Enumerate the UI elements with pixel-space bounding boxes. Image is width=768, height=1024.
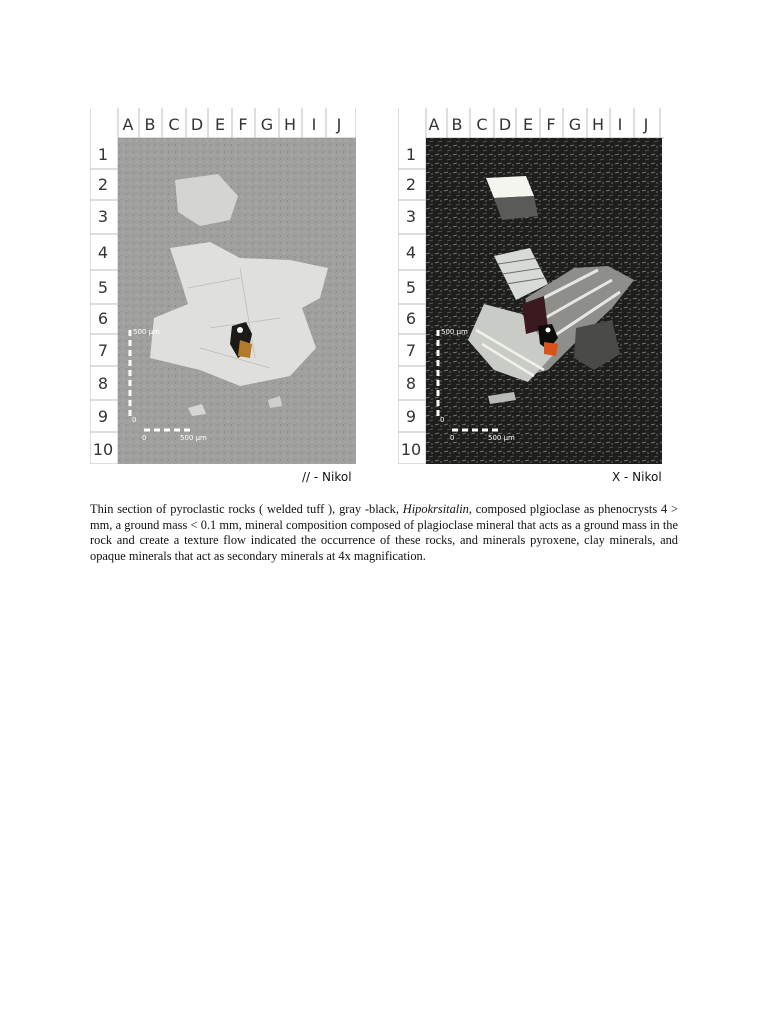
col-label: J [643,115,649,134]
ppl-grid [90,108,356,464]
row-label: 8 [97,374,109,393]
col-label: B [144,115,156,134]
xpl-micrograph [426,138,662,464]
row-label: 4 [97,243,109,262]
column-labels [429,115,649,134]
xpl-caption: X - Nikol [612,470,662,484]
scale-label-top: 500 µm [133,328,160,336]
scale-label-corner: 0 [132,416,137,424]
scale-label-end: 500 µm [180,434,207,442]
col-label: G [568,115,582,134]
row-label: 7 [405,341,417,360]
col-label: F [546,115,556,134]
row-label: 9 [405,407,417,426]
col-label: F [238,115,248,134]
col-label: C [476,115,488,134]
col-label: B [451,115,463,134]
description-part-2: , composed plgioclase as phenocrysts 4 > mm, a ground mass < 0.1 mm, mineral composition composed of plagioclase mineral that acts as a ground mass in the rock and create a texture flow indicated the occurrence of these rocks, and minerals pyroxene, clay minerals, and opaque minerals that act as secondary minerals at 4x magnification. [90,502,678,563]
row-label: 9 [97,407,109,426]
row-labels [93,145,113,459]
col-label: J [336,115,342,134]
col-label: E [522,115,534,134]
row-label: 1 [97,145,109,164]
xpl-grid [398,108,664,464]
row-label: 10 [92,440,114,459]
ppl-caption: // - Nikol [302,470,352,484]
scale-label-start: 0 [142,434,147,442]
row-label: 3 [405,207,417,226]
row-label: 10 [400,440,422,459]
scale-label-start: 0 [450,434,455,442]
row-label: 6 [405,309,417,328]
col-label: H [591,115,605,134]
row-label: 2 [97,175,109,194]
row-label: 6 [97,309,109,328]
row-label: 8 [405,374,417,393]
col-label: I [311,115,317,134]
scale-label-end: 500 µm [488,434,515,442]
scale-label-top: 500 µm [441,328,468,336]
description-italic-term: Hipokrsitalin [402,502,469,516]
thin-section-ppl-panel [90,108,356,464]
scale-label-corner: 0 [440,416,445,424]
col-label: I [617,115,623,134]
col-label: H [283,115,297,134]
row-label: 7 [97,341,109,360]
row-label: 4 [405,243,417,262]
row-label: 5 [97,278,109,297]
col-label: D [498,115,512,134]
row-label: 2 [405,175,417,194]
thin-section-description [90,502,678,564]
col-label: A [122,115,134,134]
row-labels [401,145,421,459]
description-part-1: Thin section of pyroclastic rocks ( welded tuff ), gray -black, [90,502,403,516]
thin-section-xpl-panel [398,108,664,464]
col-label: D [190,115,204,134]
col-label: C [168,115,180,134]
col-label: E [214,115,226,134]
col-label: G [260,115,274,134]
row-label: 3 [97,207,109,226]
row-label: 5 [405,278,417,297]
row-label: 1 [405,145,417,164]
col-label: A [428,115,440,134]
ppl-micrograph [118,138,356,464]
